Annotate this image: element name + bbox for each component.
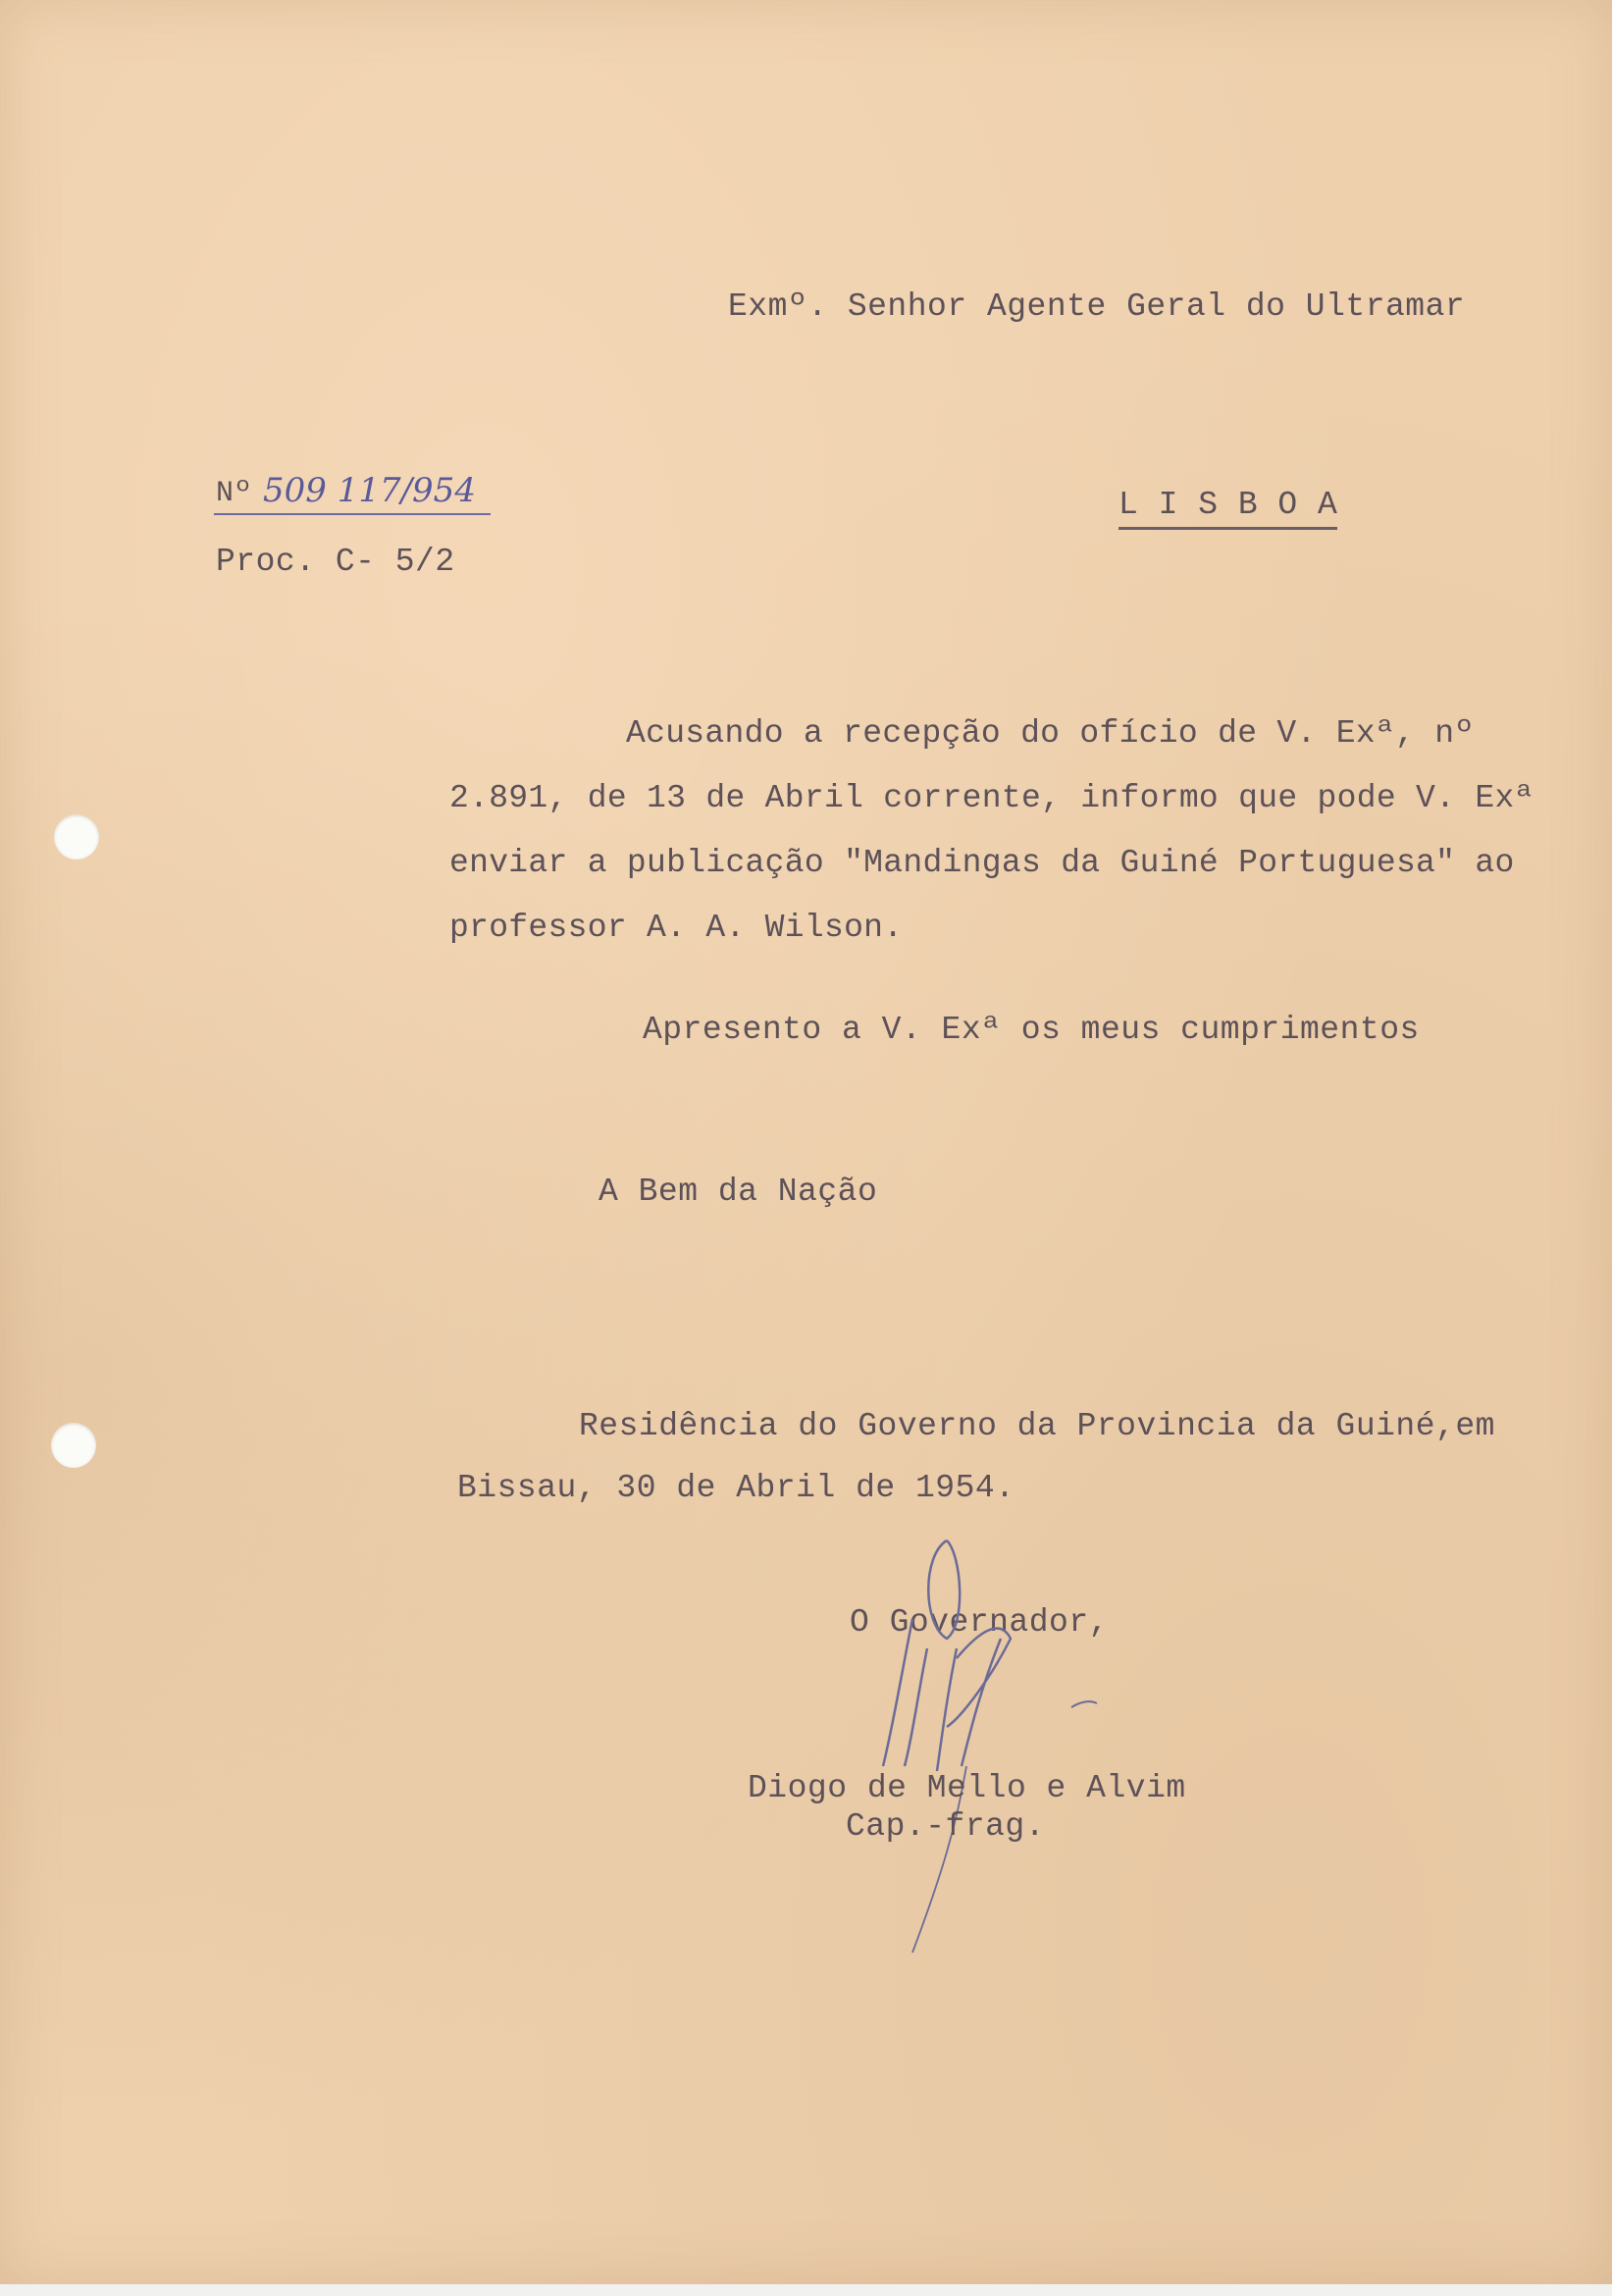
signatory-rank: Cap.-frag. bbox=[846, 1808, 1046, 1845]
punch-hole-bottom bbox=[51, 1423, 96, 1468]
place-date-line-1: Residência do Governo da Provincia da Guiné,em bbox=[579, 1408, 1495, 1444]
signatory-name: Diogo de Mello e Alvim bbox=[748, 1770, 1186, 1806]
closing-motto: A Bem da Nação bbox=[598, 1174, 878, 1210]
letter-body bbox=[449, 702, 1538, 961]
destination-city bbox=[1118, 489, 1337, 521]
reference-number-handwritten: 509 117/954 bbox=[263, 471, 476, 510]
reference-number-underline bbox=[214, 513, 491, 515]
place-date-line-2: Bissau, 30 de Abril de 1954. bbox=[457, 1470, 1015, 1506]
body-line: enviar a publicação "Mandingas da Guiné Portuguesa" ao bbox=[449, 845, 1515, 881]
process-reference: Proc. C- 5/2 bbox=[216, 544, 455, 580]
destination-city-text: L I S B O A bbox=[1118, 487, 1337, 530]
handwritten-signature bbox=[854, 1531, 1128, 1962]
recipient-salutation: Exmº. Senhor Agente Geral do Ultramar bbox=[728, 288, 1466, 325]
body-line: 2.891, de 13 de Abril corrente, informo que pode V. Exª bbox=[449, 780, 1534, 816]
punch-hole-top bbox=[54, 814, 99, 860]
greeting-line: Apresento a V. Exª os meus cumprimentos bbox=[643, 1012, 1420, 1048]
signatory-role: O Governador, bbox=[850, 1604, 1109, 1641]
reference-number-label: Nº bbox=[216, 477, 253, 510]
body-line: professor A. A. Wilson. bbox=[449, 910, 904, 946]
body-line: Acusando a recepção do ofício de V. Exª, nº bbox=[626, 715, 1475, 752]
